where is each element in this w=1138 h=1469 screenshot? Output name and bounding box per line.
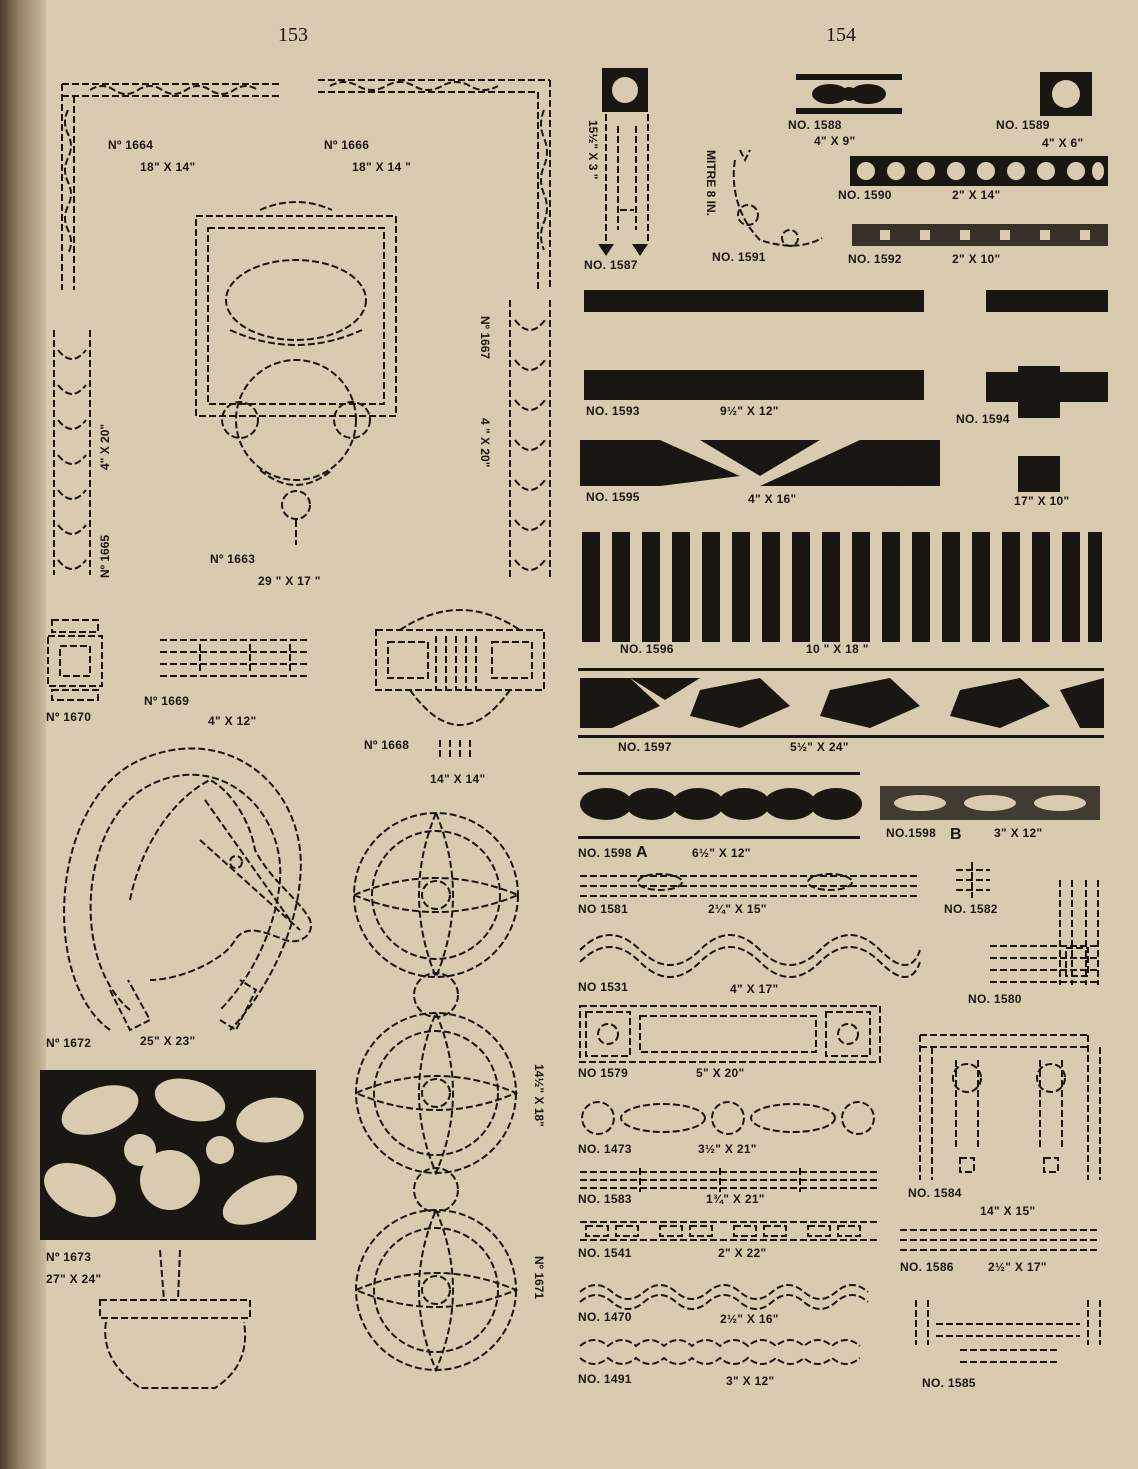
stencil-1470-graphic	[580, 1285, 868, 1309]
page-number-right: 154	[826, 24, 856, 46]
stencil-1673-size: 27" X 24"	[46, 1272, 102, 1286]
stencil-1592-size: 2" X 10"	[952, 252, 1001, 266]
stencil-1590-number: NO. 1590	[838, 188, 892, 202]
stencil-1597-size: 5½" X 24"	[790, 740, 849, 754]
stencil-1594-number: NO. 1594	[956, 412, 1010, 426]
stencil-1667-number: Nº 1667	[478, 316, 492, 360]
stencil-1669-graphic	[160, 640, 310, 676]
stencil-1585-number: NO. 1585	[922, 1376, 976, 1390]
stencil-1531-size: 4" X 17"	[730, 982, 779, 996]
stencil-1579-graphic	[580, 1006, 880, 1062]
stencil-1593-number: NO. 1593	[586, 404, 640, 418]
stencil-1591-size: MITRE 8 IN.	[704, 150, 718, 217]
stencil-1597-number: NO. 1597	[618, 740, 672, 754]
stencil-1594-size: 17" X 10"	[1014, 494, 1070, 508]
stencil-1596-number: NO. 1596	[620, 642, 674, 656]
stencil-1586-graphic	[900, 1230, 1100, 1250]
stencil-1665-graphic	[54, 330, 90, 575]
stencil-1473-number: NO. 1473	[578, 1142, 632, 1156]
stencil-1668-size: 14" X 14"	[430, 772, 486, 786]
stencil-1598a-graphic	[578, 772, 862, 839]
stencil-1664-graphic	[62, 84, 282, 290]
stencil-1598a-number: NO. 1598	[578, 846, 632, 860]
stencil-1470-size: 2½" X 16"	[720, 1312, 779, 1326]
stencil-1531-number: NO 1531	[578, 980, 629, 994]
stencil-1665-size: 4" X 20"	[98, 423, 112, 470]
stencil-1588-graphic	[796, 74, 902, 114]
stencil-1598a-size: 6½" X 12"	[692, 846, 751, 860]
stencil-1491-graphic	[580, 1340, 860, 1364]
stencil-1579-size: 5" X 20"	[696, 1066, 745, 1080]
stencil-1598b-letter: B	[950, 826, 962, 843]
stencil-1586-number: NO. 1586	[900, 1260, 954, 1274]
stencil-1473-size: 3½" X 21"	[698, 1142, 757, 1156]
stencil-1671-number: Nº 1671	[532, 1256, 546, 1300]
stencil-1670-graphic	[48, 620, 102, 700]
stencil-1667-size: 4 " X 20"	[478, 418, 492, 468]
stencil-1582-number: NO. 1582	[944, 902, 998, 916]
stencil-1673-number: Nº 1673	[46, 1250, 92, 1264]
stencil-1666-graphic	[318, 80, 550, 290]
stencil-1663-number: Nº 1663	[210, 552, 256, 566]
stencil-1588-number: NO. 1588	[788, 118, 842, 132]
stencil-1584-number: NO. 1584	[908, 1186, 962, 1200]
stencil-1671-graphic	[354, 813, 518, 1370]
stencil-1584-size: 14" X 15"	[980, 1204, 1036, 1218]
stencil-1669-size: 4" X 12"	[208, 714, 257, 728]
stencil-1598b-size: 3" X 12"	[994, 826, 1043, 840]
stencil-1666-size: 18" X 14 "	[352, 160, 412, 174]
stencil-1591-number: NO. 1591	[712, 250, 766, 264]
stencil-1598b-number: NO.1598	[886, 826, 937, 840]
stencil-1589-number: NO. 1589	[996, 118, 1050, 132]
stencil-1531-graphic	[580, 935, 920, 977]
stencil-1593-size: 9½" X 12"	[720, 404, 779, 418]
stencil-1596-size: 10 " X 18 "	[806, 642, 869, 656]
stencil-1580-graphic	[990, 880, 1098, 985]
stencil-1586-size: 2½" X 17"	[988, 1260, 1047, 1274]
stencil-1593-graphic	[584, 290, 924, 400]
stencil-1598a-letter: A	[636, 844, 648, 861]
stencil-1663-size: 29 " X 17 "	[258, 574, 321, 588]
stencil-1581-number: NO 1581	[578, 902, 629, 916]
stencil-1673-vase-graphic	[100, 1250, 250, 1388]
stencil-1587-number: NO. 1587	[584, 258, 638, 272]
stencil-1587-graphic	[606, 114, 648, 244]
stencil-1594-graphic	[986, 290, 1108, 492]
stencil-1595-size: 4" X 16"	[748, 492, 797, 506]
stencil-1672-number: Nº 1672	[46, 1036, 92, 1050]
stencil-1671-size: 14½" X 18"	[532, 1064, 546, 1127]
stencil-1664-number: Nº 1664	[108, 138, 154, 152]
stencil-1666-number: Nº 1666	[324, 138, 370, 152]
stencil-1588-size: 4" X 9"	[814, 134, 856, 148]
stencil-1585-graphic	[916, 1300, 1100, 1362]
stencil-1595-number: NO. 1595	[586, 490, 640, 504]
stencil-1584-graphic	[920, 1035, 1100, 1180]
page-number-left: 153	[278, 24, 308, 46]
stencil-1587-size: 15½" X 3 "	[586, 120, 600, 180]
stencil-1583-number: NO. 1583	[578, 1192, 632, 1206]
stencil-1491-size: 3" X 12"	[726, 1374, 775, 1388]
stencil-1669-number: Nº 1669	[144, 694, 190, 708]
stencil-1590-size: 2" X 14"	[952, 188, 1001, 202]
stencil-1597-graphic	[578, 668, 1104, 738]
stencil-1664-size: 18" X 14"	[140, 160, 196, 174]
stencil-1596-graphic	[582, 532, 1102, 642]
stencil-1541-size: 2" X 22"	[718, 1246, 767, 1260]
stencil-1581-size: 2¼" X 15"	[708, 902, 767, 916]
stencil-1591-graphic	[734, 150, 822, 246]
stencil-1592-graphic	[852, 224, 1108, 246]
stencil-1473-graphic	[582, 1102, 874, 1134]
stencil-1592-number: NO. 1592	[848, 252, 902, 266]
stencil-1665-number: Nº 1665	[98, 534, 112, 578]
stencil-1541-graphic	[580, 1222, 880, 1240]
stencil-1667-graphic	[510, 300, 550, 580]
stencil-1583-graphic	[580, 1168, 880, 1192]
stencil-1668-number: Nº 1668	[364, 738, 410, 752]
stencil-1670-number: Nº 1670	[46, 710, 92, 724]
stencil-1491-number: NO. 1491	[578, 1372, 632, 1386]
stencil-1672-size: 25" X 23"	[140, 1034, 196, 1048]
stencil-1583-size: 1¾" X 21"	[706, 1192, 765, 1206]
stencil-1579-number: NO 1579	[578, 1066, 629, 1080]
stencil-1580-number: NO. 1580	[968, 992, 1022, 1006]
stencil-1541-number: NO. 1541	[578, 1246, 632, 1260]
stencil-1672-graphic	[64, 748, 311, 1030]
stencil-1663-graphic	[196, 202, 396, 545]
stencil-1470-number: NO. 1470	[578, 1310, 632, 1324]
stencil-1589-size: 4" X 6"	[1042, 136, 1084, 150]
stencil-1581-graphic	[580, 874, 920, 896]
stencil-1595-graphic	[580, 440, 940, 486]
stencil-1582-graphic	[956, 862, 990, 898]
